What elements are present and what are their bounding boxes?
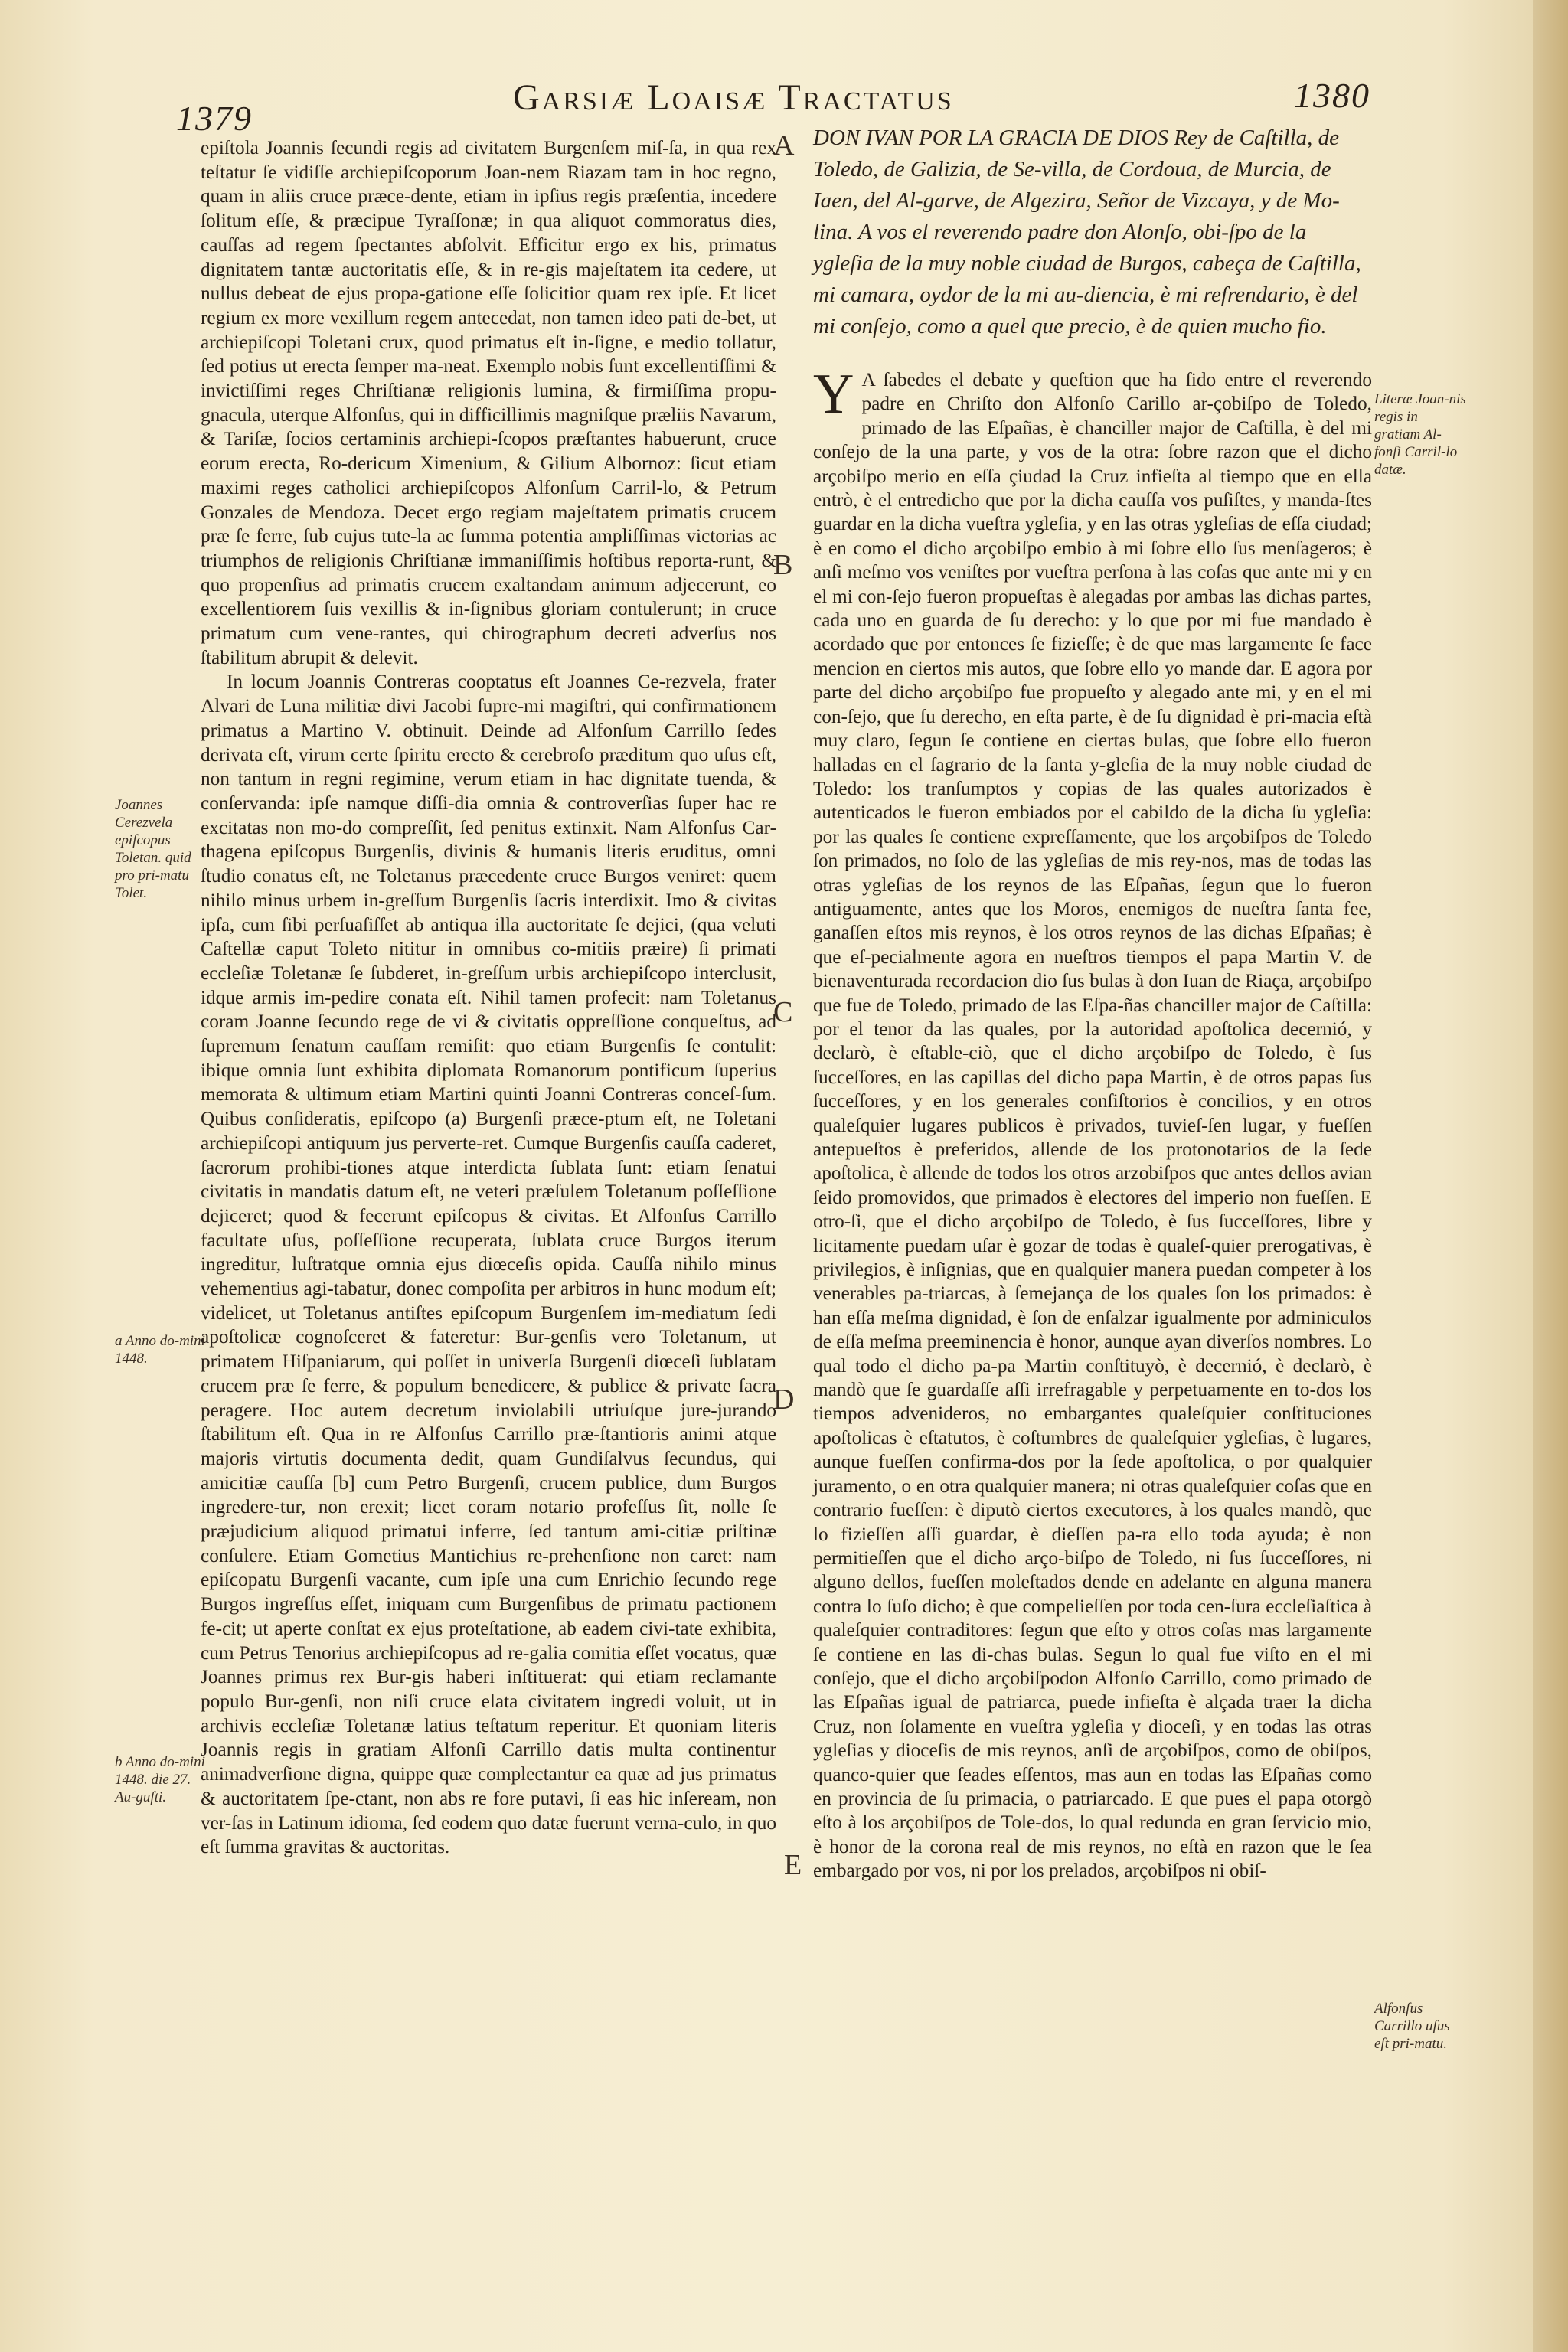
margin-note: a Anno do-mini 1448. [115, 1333, 205, 1367]
drop-cap: Y [813, 363, 854, 426]
section-marker-b: B [773, 549, 793, 581]
section-marker-a: A [773, 129, 795, 162]
page-number-right: 1380 [1294, 76, 1370, 115]
section-marker-e: E [784, 1849, 802, 1881]
section-marker-c: C [773, 996, 793, 1028]
margin-note: b Anno do-mini 1448. die 27. Au-guſti. [115, 1754, 205, 1805]
left-paragraph: epiſtola Joannis ſecundi regis ad civitatem Burgenſem miſ-ſa, in qua rex teſtatur ſe vidiſſe archiepiſcoporum Joan-nem Riazam tam in hoc regno, quam in aliis cruce præce-dente, etiam in ipſius regis præſentia, incedere ſolitum eſſe, & præcipue Tyraſſonæ; in qua aliquot commoratus dies, cauſſas ad regem ſpectantes abſolvit. Efficitur ergo ex his, primatus dignitatem tantæ auctoritatis eſſe, & in re-gis majeſtatem ita cedere, ut nullus debeat de ejus propa-gatione eſſe ſolicitior quam rex ipſe. Et licet regium ex more vexillum regem antecedat, non tamen ideo pati de-bet, ut archiepiſcopi Toletani crux, quod primatus eſt in-ſigne, e medio tollatur, ſed potius ut erecta ſemper ma-neat. Exemplo nobis ſunt excellentiſſimi & invictiſſimi reges Chriſtianæ religionis lumina, & firmiſſima propu-gnacula, uterque Alfonſus, qui in difficillimis magniſque præliis Navarum, & Tariſæ, ſocios certaminis archiepi-ſcopos præſtantes habuerunt, cruce eorum erecta, Ro-dericum Ximenium, & Gilium Albornoz: ſicut etiam maximi reges catholici archiepiſcopos Alfonſum Carril-lo, & Petrum Gonzales de Mendoza. Decet ergo regiam majeſtatem primatis crucem præ ſe ferre, ſub cujus tute-la ac ſumma potentia ampliſſimas victorias ac triumphos de religionis Chriſtianæ immaniſſimis hoſtibus reporta-runt, & quo propenſius ad primatis crucem exaltandam animum adjecerunt, eo excellentiorem ſuis vexillis & in-ſignibus gloriam contulerunt; in cruce primatum cum vene-rantes, qui chirographum decreti adverſus nos ſtabilitum abrupit & delevit. [201, 137, 776, 668]
right-column [813, 122, 1372, 1883]
left-column [201, 136, 776, 1860]
margin-note: Joannes Cerezvela epiſcopus Toletan. quid pro pri-matu Tolet. [115, 797, 191, 901]
letter-address: DON IVAN POR LA GRACIA DE DIOS Rey de Caſtilla, de Toledo, de Galizia, de Se-villa, de Cordoua, de Murcia, de Iaen, del Al-garve, de Algezira, Señor de Vizcaya, y de Mo-lina. A vos el reverendo padre don Alonſo, obi-ſpo de la ygleſia de la muy noble ciudad de Burgos, cabeça de Caſtilla, mi camara, oydor de la mi au-diencia, è mi refrendario, è del mi conſejo, como a quel que precio, è de quien mucho fio. [813, 126, 1361, 338]
running-title: Garsiæ Loaisæ Tractatus [513, 77, 954, 118]
page-number-left: 1379 [176, 99, 253, 138]
letter-body [813, 363, 1372, 1883]
margin-note: Alfonſus Carrillo uſus eſt pri-matu. [1374, 2001, 1450, 2052]
page-header [176, 67, 1370, 138]
section-marker-d: D [773, 1383, 795, 1416]
letter-text: A ſabedes el debate y queſtion que ha ſido entre el reverendo padre en Chriſto don Alfonſo Carillo ar-çobiſpo de Toledo, primado de las Eſpañas, è chanciller major de Caſtilla, è del mi conſejo de la una parte, y vos de la otra: ſobre razon que el dicho arçobiſpo merio en eſſa çiudad la Cruz infieſta al tiempo que en ella entrò, è el entredicho que por la dicha cauſſa vos puſiſtes, y manda-ſtes guardar en la dicha vueſtra ygleſia, y en las otras ygleſias de eſſa ciudad; è en como el dicho arçobiſpo embio à mi ſobre ello ſus menſageros; è anſi meſmo vos veniſtes por vueſtra perſona à las coſas que ante mi y en el mi con-ſejo fueron propueſtas è alegadas por ambas las dichas partes, cada uno en guarda de ſu derecho: y lo que por mi fue mandado è acordado que por entonces ſe fizieſſe; è de que mas largamente ſe face mencion en ciertos mis autos, que ſobre ello yo mande dar. E agora por parte del dicho arçobiſpo fue propueſto y alegado ante mi, y en el mi con-ſejo, que ſu derecho, en eſta parte, è de ſu dignidad è pri-macia eſtà muy claro, ſegun ſe contiene en ciertas bulas, que ſobre ello fueron halladas en el ſagrario de la ſanta y-gleſia de la muy noble ciudad de Toledo: los tranſumptos y copias de las quales autorizados è autenticados le fueron embiados por el cabildo de la dicha ſu ygleſia: por las quales ſe contiene expreſſamente, que los arçobiſpos de Toledo ſon primados, no ſolo de las ygleſias de mis rey-nos, mas de todas las otras ygleſias de los reynos de las Eſpañas, ſegun que lo fueron antiguamente, antes que los Moros, enemigos de nueſtra ſanta fee, ganaſſen eſtos mis reynos, è los otros reynos de las dichas Eſpañas; è que eſ-pecialmente agora en nueſtros tiempos el papa Martin V. de bienaventurada recordacion dio ſus bulas à don Iuan de Riaça, arçobiſpo que fue de Toledo, primado de las Eſpa-ñas chanciller major de Caſtilla: por el tenor da las quales, por la autoridad apoſtolica decernió, y declarò, è eſtable-ciò, que el dicho arçobiſpo de Toledo, è ſus ſucceſſores, en las capillas del dicho papa Martin, è de otros papas ſus ſucceſſores, y en los generales conſiſtorios è concilios, y en otros qualeſquier lugares publicos è privados, tuvieſ-ſen lugar, y fueſſen antepueſtos è preferidos, allende de los protonotarios de la ſede apoſtolica, è allende de todos los otros arzobiſpos que antes dellos avian ſeido promovidos, que primados è electores del imperio non fueſſen. E otro-ſi, que el dicho arçobiſpo de Toledo, è ſus ſucceſſores, libre y licitamente puedam uſar è gozar de todas è qualeſ-quier prerogativas, è privilegios, è inſignias, que en qualquier manera puedan competer à los venerables pa-triarcas, à ſemejança de los quales ſon los primados: è han eſſa meſma dignidad, è ſon de enſalzar igualmente por adminiculos de eſſa meſma preeminencia è honor, aunque ayan diverſos nombres. Lo qual todo el dicho pa-pa Martin conſtituyò, è decernió, è declarò, è mandò que ſe guardaſſe aſſi irrefragable y perpetuamente en to-dos los tiempos advenideros, no embargantes qualeſquier conſtituciones apoſtolicas è eſtatutos, è coſtumbres de qualeſquier ygleſias, è lugares, aunque fueſſen confirma-dos por la ſede apoſtolica, o por qualquier juramento, o en otra qualquier manera; ni otras qualeſquier coſas que en contrario fueſſen: è diputò ciertos executores, à los quales mandò, que lo fizieſſen aſſi guardar, è dieſſen pa-ra ello toda ayuda; è non permitieſſen que el dicho arço-biſpo de Toledo, ni ſus ſucceſſores, ni alguno dellos, fueſſen moleſtados dende en adelante en alguna manera contra lo ſuſo dicho; è que compelieſſen por toda cen-ſura eccleſiaſtica à qualeſquier contraditores: ſegun que eſto y otros coſas mas largamente ſe contiene en las di-chas bulas. Segun lo qual fue viſto en el mi conſejo, que el dicho arçobiſpodon Alfonſo Carrillo, como primado de las Eſpañas igual de patriarca, puede infieſta è alçada traer la dicha Cruz, non ſolamente en vueſtra ygleſia y dioceſi, y en todas las otras ygleſias y dioceſis de mis reynos, anſi de arçobiſpos, como de obiſpos, quanco-quier que ſeades eſſentos, mas aun en todas las Eſpañas como en provincia de ſu primacia, o patriarcado. E que pues el papa otorgò eſto à los arçobiſpos de Tole-dos, lo qual redunda en gran ſervicio mio, è honor de la corona real de mis reynos, no eſtà en razon que le ſea embargado por vos, ni por los prelados, arçobiſpos ni obiſ- [813, 369, 1372, 1882]
left-paragraph: In locum Joannis Contreras cooptatus eſt Joannes Ce-rezvela, frater Alvari de Luna militiæ divi Jacobi ſupre-mi magiſtri, qui confirmationem primatus a Martino V. obtinuit. Deinde ad Alfonſum Carrillo ſedes derivata eſt, virum certe ſpiritu erecto & cerebroſo præditum quo uſus eſt, non tantum in regni regimine, verum etiam in hac dignitate tuenda, & conſervanda: ipſe namque diſſi-dia omnia & controverſias ſuper hac re excitatas non mo-do compreſſit, ſed penitus extinxit. Nam Alfonſus Car-thagena epiſcopus Burgenſis, divinis & humanis literis eruditus, omni ſtudio conatus eſt, ne Toletanus præcedente cruce Burgos veniret: quem nihilo minus urbem in-greſſum Burgenſis ſacris interdixit. Imo & civitas ipſa, cum ſibi perſuaſiſſet ab antiqua illa auctoritate ſe dejici, (qua veluti Caſtellæ caput Toleto nititur in omnibus co-mitiis præire) ſi primati eccleſiæ Toletanæ ſe ſubderet, in-greſſum urbis archiepiſcopo interclusit, idque armis im-pedire conata eſt. Nihil tamen profecit: nam Toletanus coram Joanne ſecundo rege de vi & civitatis oppreſſione conqueſtus, ad ſupremum ſenatum cauſſam remiſit: quo etiam Burgenſis ſe contulit: ibique omnia ſunt exhibita diplomata Romanorum pontificum ſuperius memorata & ultimum etiam Martini quinti Joanni Contreras conceſ-ſum. Quibus conſideratis, epiſcopo (a) Burgenſi præce-ptum eſt, ne Toletani archiepiſcopi antiquum jus perverte-ret. Cumque Burgenſis cauſſa caderet, ſacrorum prohibi-tiones atque interdicta ſublata ſunt: etiam ſenatui civitatis in mandatis datum eſt, ne veteri præſulem Toletanum poſſeſſione dejiceret; quod & fecerunt epiſcopus & civitas. Et Alfonſus Carrillo facultate uſus, poſſeſſione recuperata, ſublata cruce Burgos iterum ingreditur, luſtratque omnia ejus diœceſis opida. Cauſſa nihilo minus vehementius agi-tabatur, donec compoſita per arbitros in hunc modum eſt; videlicet, ut Toletanus antiſtes epiſcopum Burgenſem im-mediatum ſedi apoſtolicæ cognoſceret & fateretur: Bur-genſis vero Toletanum, ut primatem Hiſpaniarum, qui poſſet in univerſa Burgenſi diœceſi ſublatam crucem præ ſe ferre, & populum benedicere, & publice & private ſacra peragere. Hoc autem decretum inviolabili utriuſque jure-jurando ſtabilitum eſt. Qua in re Alfonſus Carrillo præ-ſtantioris animi atque majoris virtutis documenta dedit, quam Gundiſalvus ſecundus, qui amicitiæ cauſſa [b] cum Petro Burgenſi, crucem publice, dum Burgos ingredere-tur, non erexit; licet coram notario profeſſus ſit, nolle ſe præjudicium aliquod primatui inferre, ſed tantum ami-citiæ priſtinæ conſulere. Etiam Gometius Mantichius re-prehenſione non caret: nam epiſcopatu Burgenſi vacante, cum ipſe una cum Enrichio ſecundo rege Burgos ingreſſus eſſet, iniquam cum Burgenſibus de primatu pactionem fe-cit; ut aperte conſtat ex ejus proteſtatione, ab eadem civi-tate exhibita, cum Petrus Tenorius archiepiſcopus ad re-galia comitia eſſet vocatus, quæ Joannes primus rex Bur-gis haberi inſtituerat: qui etiam reclamante populo Bur-genſi, non niſi cruce elata civitatem ingredi voluit, ut in archivis eccleſiæ Toletanæ latius teſtatum reperitur. Et quoniam literis Joannis regis in gratiam Alfonſi Carrillo datis multa continentur animadverſione digna, quippe quæ complectantur ea quæ ad jus primatus & auctoritatem ſpe-ctant, non abs re fore putavi, ſi eas hic inſeream, non ver-ſas in Latinum idioma, ſed eodem quo datæ fuerunt verna-culo, in quo eſt ſumma gravitas & auctoritas. [201, 671, 776, 1858]
page-edge [1533, 0, 1568, 2352]
margin-note: Literæ Joan-nis regis in gratiam Al-fonſi Carril-lo datæ. [1374, 391, 1466, 478]
